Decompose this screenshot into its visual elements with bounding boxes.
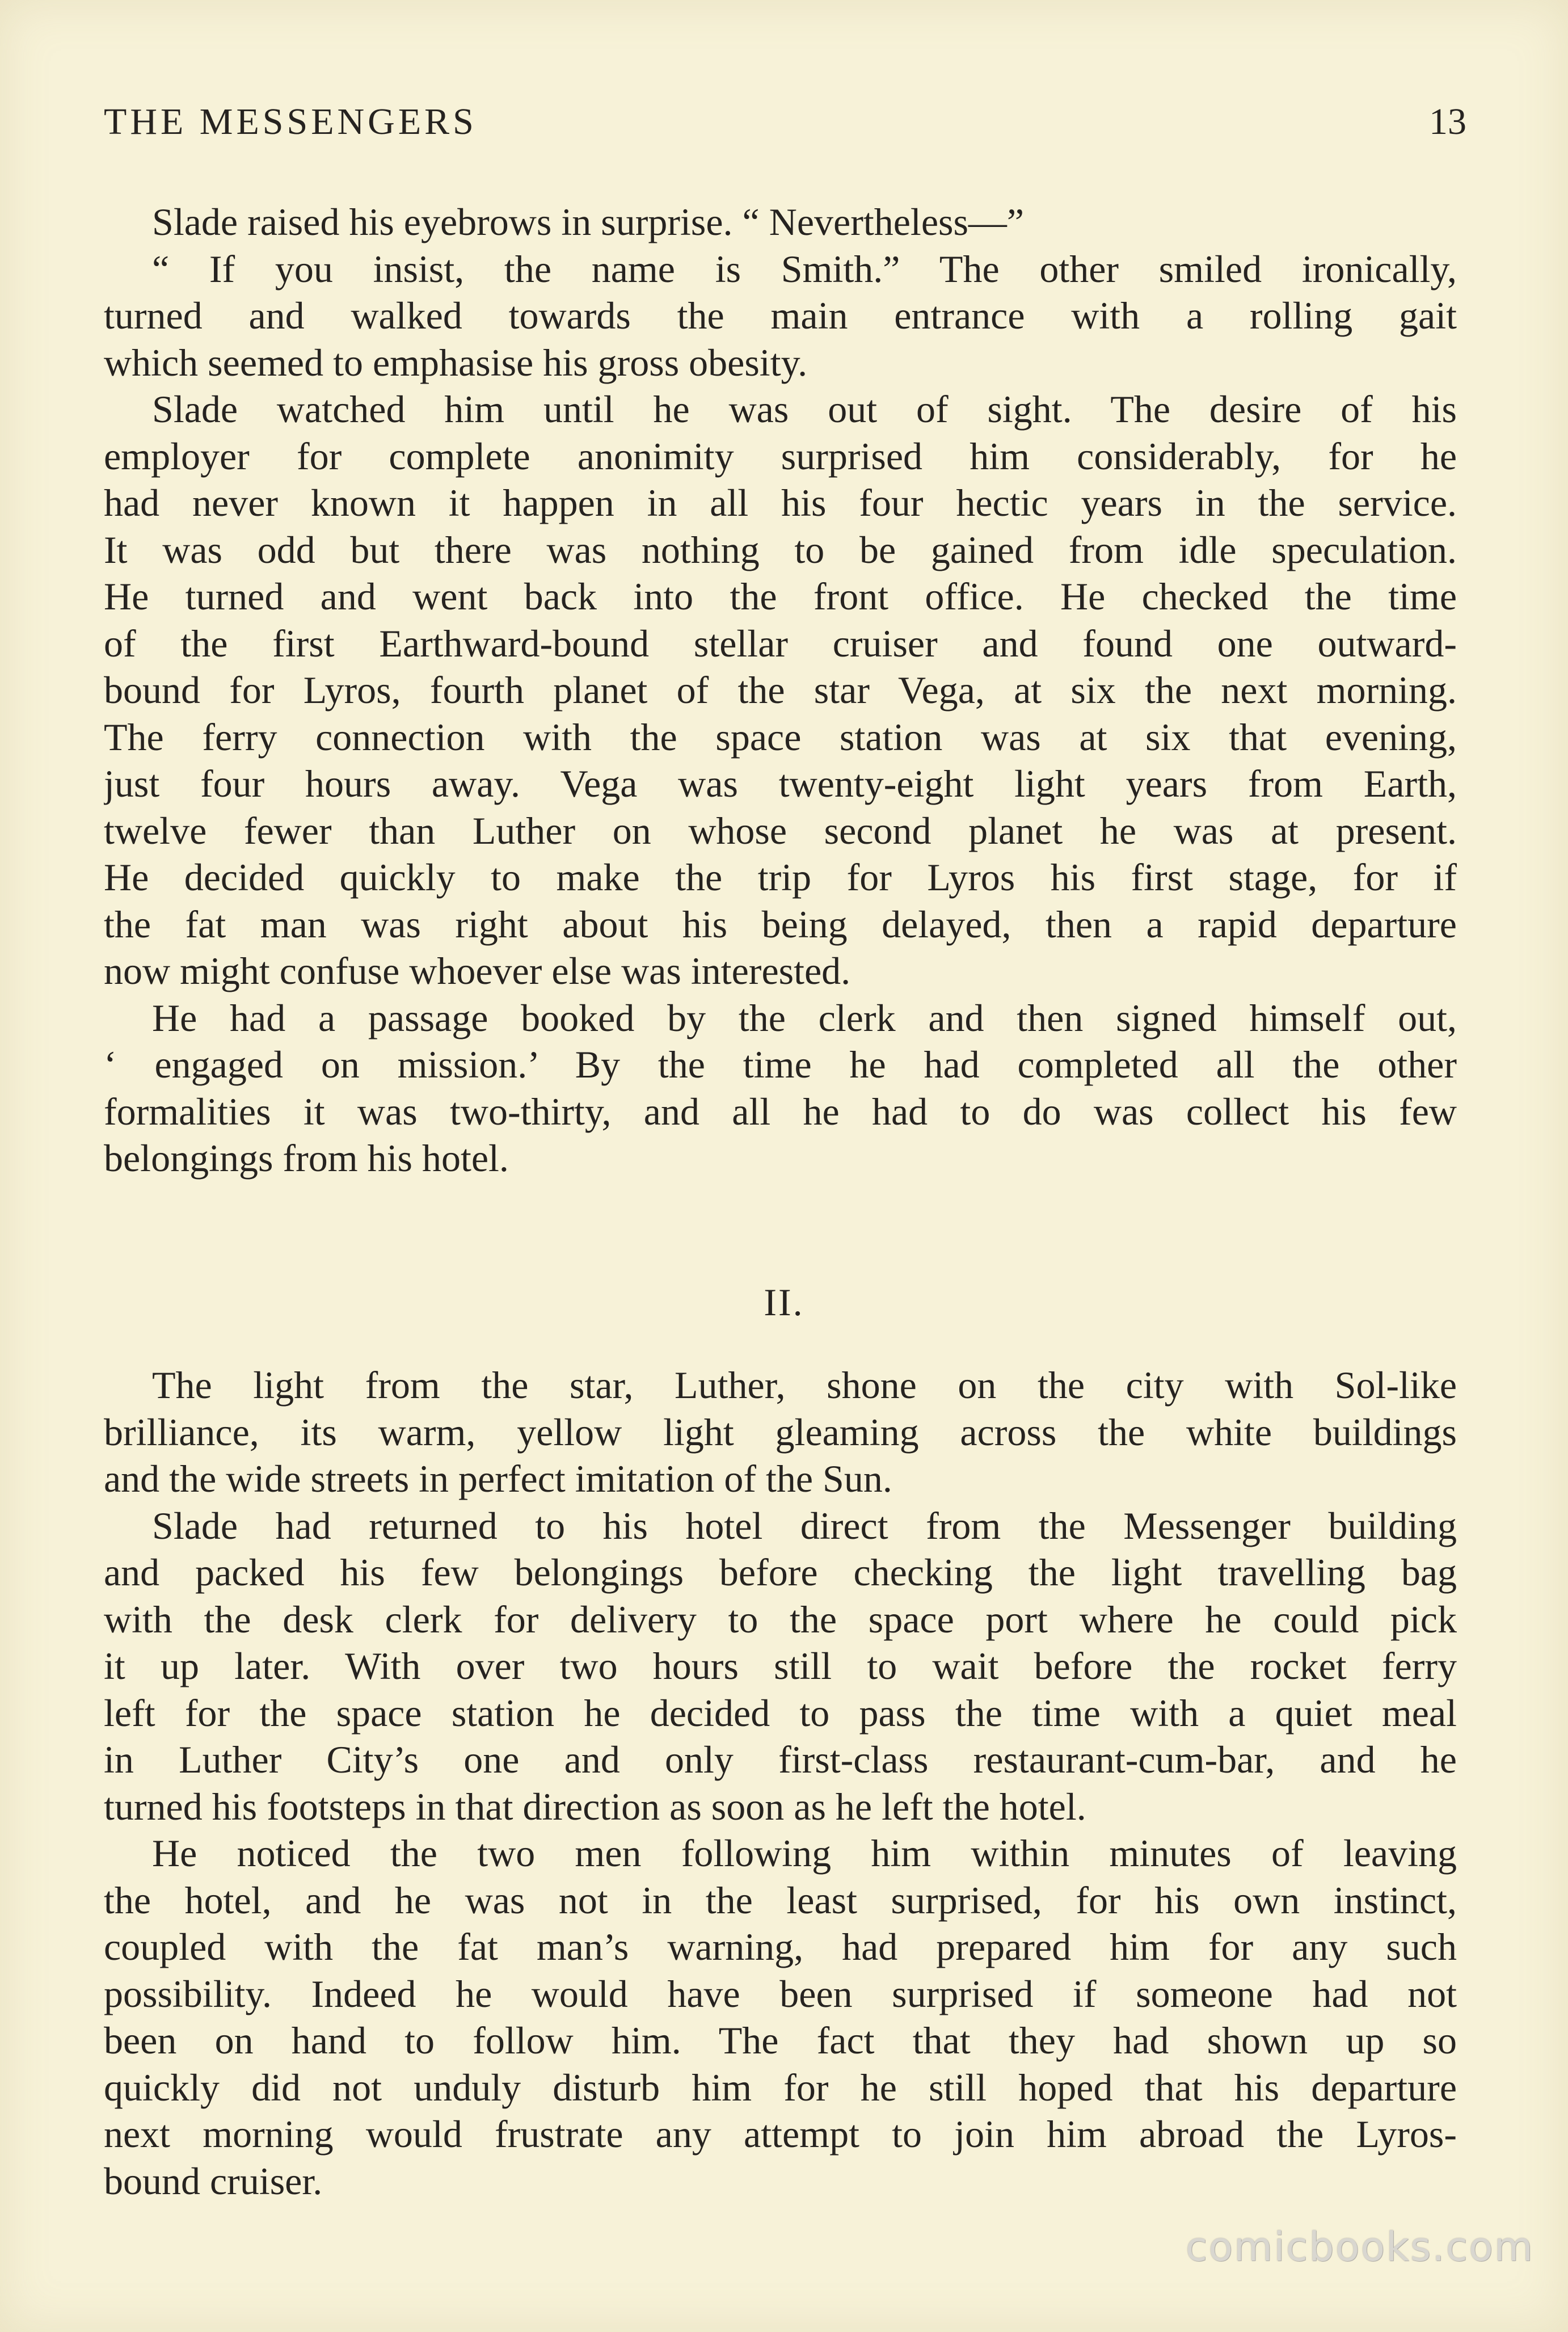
text-line: It was odd but there was nothing to be gained from idle speculation. <box>104 528 1457 571</box>
text-line: “ If you insist, the name is Smith.” The other smiled ironically, <box>152 247 1457 291</box>
text-block-part-two <box>104 1362 1457 2204</box>
paragraph <box>104 199 1457 246</box>
text-line: it up later. With over two hours still to wait before the rocket ferry <box>104 1644 1457 1687</box>
text-line: The light from the star, Luther, shone on the city with Sol-like <box>152 1363 1457 1407</box>
text-line: turned and walked towards the main entrance with a rolling gait <box>104 294 1457 337</box>
text-line: belongings from his hotel. <box>104 1136 509 1180</box>
paragraph <box>104 1362 1457 1502</box>
page-number: 13 <box>1429 101 1466 142</box>
text-line: which seemed to emphasise his gross obesity. <box>104 340 808 384</box>
text-line: and packed his few belongings before checking the light travelling bag <box>104 1551 1457 1594</box>
text-line: and the wide streets in perfect imitation of the Sun. <box>104 1457 892 1500</box>
text-line: Slade watched him until he was out of sight. The desire of his <box>152 388 1457 431</box>
text-line: Slade had returned to his hotel direct from the Messenger building <box>152 1504 1457 1547</box>
text-line: possibility. Indeed he would have been surprised if someone had not <box>104 1972 1457 2015</box>
text-line: now might confuse whoever else was interested. <box>104 949 851 992</box>
text-line: employer for complete anonimity surprised him considerably, for he <box>104 434 1457 478</box>
text-line: of the first Earthward-bound stellar cruiser and found one outward- <box>104 621 1457 665</box>
text-line: twelve fewer than Luther on whose second planet he was at present. <box>104 809 1457 852</box>
text-line: He decided quickly to make the trip for Lyros his first stage, for if <box>104 856 1457 899</box>
paragraph <box>104 1830 1457 2204</box>
paragraph <box>104 995 1457 1182</box>
text-line: been on hand to follow him. The fact that they had shown up so <box>104 2019 1457 2062</box>
paragraph <box>104 1502 1457 1830</box>
text-line: He noticed the two men following him within minutes of leaving <box>152 1832 1457 1875</box>
text-line: formalities it was two-thirty, and all he had to do was collect his few <box>104 1089 1457 1133</box>
text-line: turned his footsteps in that direction as soon as he left the hotel. <box>104 1784 1086 1828</box>
text-line: brilliance, its warm, yellow light gleaming across the white buildings <box>104 1410 1457 1454</box>
text-line: coupled with the fat man’s warning, had prepared him for any such <box>104 1925 1457 1968</box>
text-line: bound for Lyros, fourth planet of the star Vega, at six the next morning. <box>104 668 1457 712</box>
text-line: Slade raised his eyebrows in surprise. “ Nevertheless—” <box>152 200 1025 243</box>
text-line: left for the space station he decided to pass the time with a quiet meal <box>104 1691 1457 1735</box>
text-line: the hotel, and he was not in the least surprised, for his own instinct, <box>104 1878 1457 1922</box>
watermark-logo: comicbooks.com <box>1185 2224 1534 2270</box>
text-line: bound cruiser. <box>104 2159 323 2203</box>
text-line: He turned and went back into the front office. He checked the time <box>104 575 1457 618</box>
text-block-part-one <box>104 199 1457 1182</box>
text-line: quickly did not unduly disturb him for he still hoped that his departure <box>104 2065 1457 2109</box>
text-line: the fat man was right about his being delayed, then a rapid departure <box>104 902 1457 946</box>
paragraph <box>104 246 1457 386</box>
text-line: next morning would frustrate any attempt to join him abroad the Lyros- <box>104 2112 1457 2156</box>
text-line: had never known it happen in all his four hectic years in the service. <box>104 481 1457 524</box>
text-line: He had a passage booked by the clerk and then signed himself out, <box>152 996 1457 1039</box>
running-head <box>104 94 1466 150</box>
paragraph <box>104 386 1457 995</box>
text-line: in Luther City’s one and only first-class restaurant-cum-bar, and he <box>104 1738 1457 1781</box>
text-line: just four hours away. Vega was twenty-eight light years from Earth, <box>104 762 1457 805</box>
running-title: THE MESSENGERS <box>104 101 477 142</box>
text-line: The ferry connection with the space station was at six that evening, <box>104 715 1457 759</box>
text-line: with the desk clerk for delivery to the space port where he could pick <box>104 1597 1457 1641</box>
text-line: ‘ engaged on mission.’ By the time he had completed all the other <box>104 1043 1457 1086</box>
section-number: II. <box>764 1281 804 1324</box>
